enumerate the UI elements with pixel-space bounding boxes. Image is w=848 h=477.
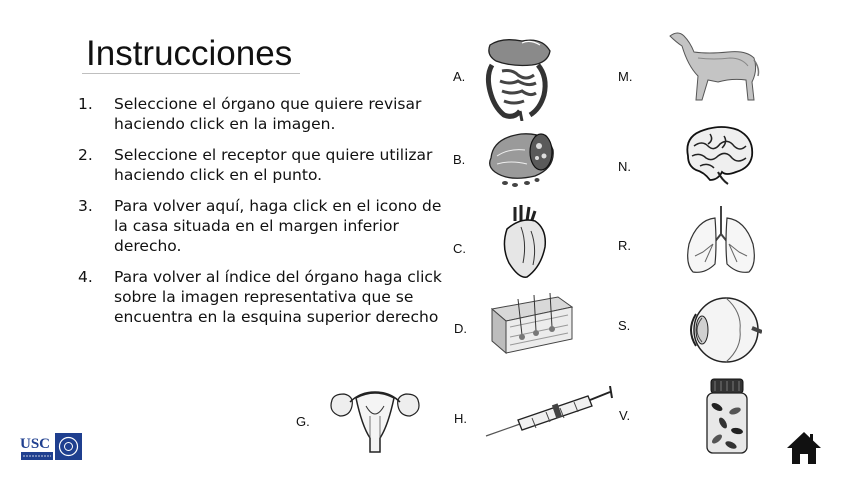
instruction-number: 1. xyxy=(78,95,93,113)
instruction-item xyxy=(78,94,448,134)
instruction-number: 3. xyxy=(78,197,93,215)
instruction-item xyxy=(78,196,448,256)
uterus-icon[interactable] xyxy=(326,382,424,456)
digestive-system-icon[interactable] xyxy=(482,35,556,121)
heart-icon[interactable] xyxy=(497,203,549,281)
usc-logo xyxy=(19,432,83,461)
organ-label-g: G. xyxy=(296,414,310,429)
instructions-list xyxy=(78,94,448,338)
instruction-number: 4. xyxy=(78,268,93,286)
pill-bottle-icon[interactable] xyxy=(703,377,751,455)
organ-label-d: D. xyxy=(454,321,467,336)
organ-label-n: N. xyxy=(618,159,631,174)
organ-label-s: S. xyxy=(618,318,631,333)
syringe-icon[interactable] xyxy=(484,386,616,440)
organ-label-b: B. xyxy=(453,152,466,167)
page-title: Instrucciones xyxy=(86,34,293,73)
instruction-number: 2. xyxy=(78,146,93,164)
brain-icon[interactable] xyxy=(682,122,756,188)
instruction-text: Seleccione el órgano que quiere revisar haciendo click en la imagen. xyxy=(114,95,422,133)
organ-label-c: C. xyxy=(453,241,466,256)
blood-vessel-icon[interactable] xyxy=(485,128,557,188)
lungs-icon[interactable] xyxy=(683,204,759,280)
organ-label-v: V. xyxy=(619,408,631,423)
instruction-text: Para volver al índice del órgano haga click sobre la imagen representativa que se encuentra en la esquina superior derecho xyxy=(114,268,442,326)
instruction-text: Para volver aquí, haga click en el icono de la casa situada en el margen inferior derecho. xyxy=(114,197,442,255)
organ-label-h: H. xyxy=(454,411,467,426)
organ-label-a: A. xyxy=(453,69,466,84)
home-icon[interactable] xyxy=(785,430,823,466)
instruction-item xyxy=(78,145,448,185)
instruction-item xyxy=(78,267,448,327)
dog-anatomy-icon[interactable] xyxy=(668,30,760,104)
skin-icon[interactable] xyxy=(488,291,574,357)
organ-label-m: M. xyxy=(618,69,633,84)
usc-logo-text: USC xyxy=(20,436,51,452)
title-underline xyxy=(82,73,300,74)
instruction-text: Seleccione el receptor que quiere utilizar haciendo click en el punto. xyxy=(114,146,433,184)
eye-icon[interactable] xyxy=(682,292,762,368)
organ-label-r: R. xyxy=(618,238,631,253)
